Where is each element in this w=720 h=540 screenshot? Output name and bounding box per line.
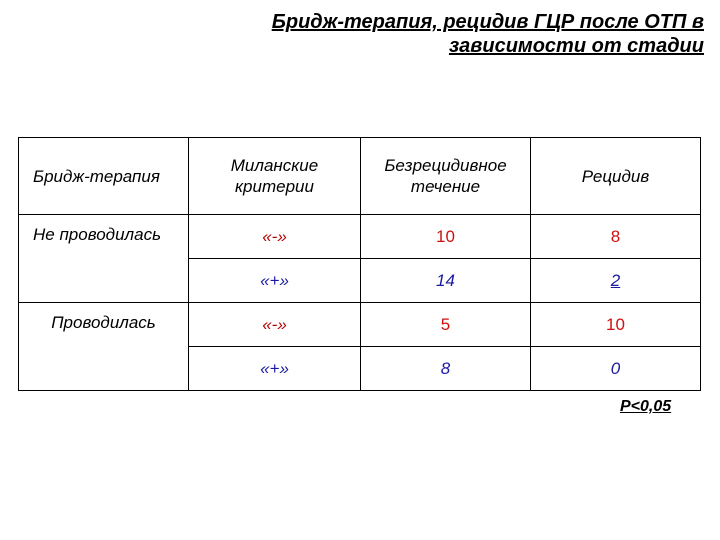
header-bridge-therapy: Бридж-терапия: [19, 138, 189, 215]
no-recurrence-cell: 8: [361, 347, 531, 391]
page-title: [184, 10, 704, 58]
no-recurrence-cell: 14: [361, 259, 531, 303]
group-label-not-performed: Не проводилась: [19, 215, 189, 303]
criteria-cell: «-»: [189, 215, 361, 259]
title-line-2: зависимости от стадии: [448, 35, 704, 57]
header-milan-criteria: Миланские критерии: [189, 138, 361, 215]
header-row: [19, 138, 701, 215]
no-recurrence-cell: 10: [361, 215, 531, 259]
recurrence-cell: 0: [531, 347, 701, 391]
recurrence-cell: 8: [531, 215, 701, 259]
results-table: [18, 137, 701, 391]
title-line-1: Бридж-терапия, рецидив ГЦР после ОТП в: [271, 11, 704, 33]
criteria-cell: «-»: [189, 303, 361, 347]
criteria-cell: «+»: [189, 347, 361, 391]
table-row: [19, 215, 701, 259]
recurrence-cell: 10: [531, 303, 701, 347]
recurrence-cell: 2: [531, 259, 701, 303]
no-recurrence-cell: 5: [361, 303, 531, 347]
header-no-recurrence: Безрецидивное течение: [361, 138, 531, 215]
table-row: [19, 303, 701, 347]
header-recurrence: Рецидив: [531, 138, 701, 215]
p-value-note: P<0,05: [620, 398, 672, 415]
group-label-performed: Проводилась: [19, 303, 189, 391]
criteria-cell: «+»: [189, 259, 361, 303]
